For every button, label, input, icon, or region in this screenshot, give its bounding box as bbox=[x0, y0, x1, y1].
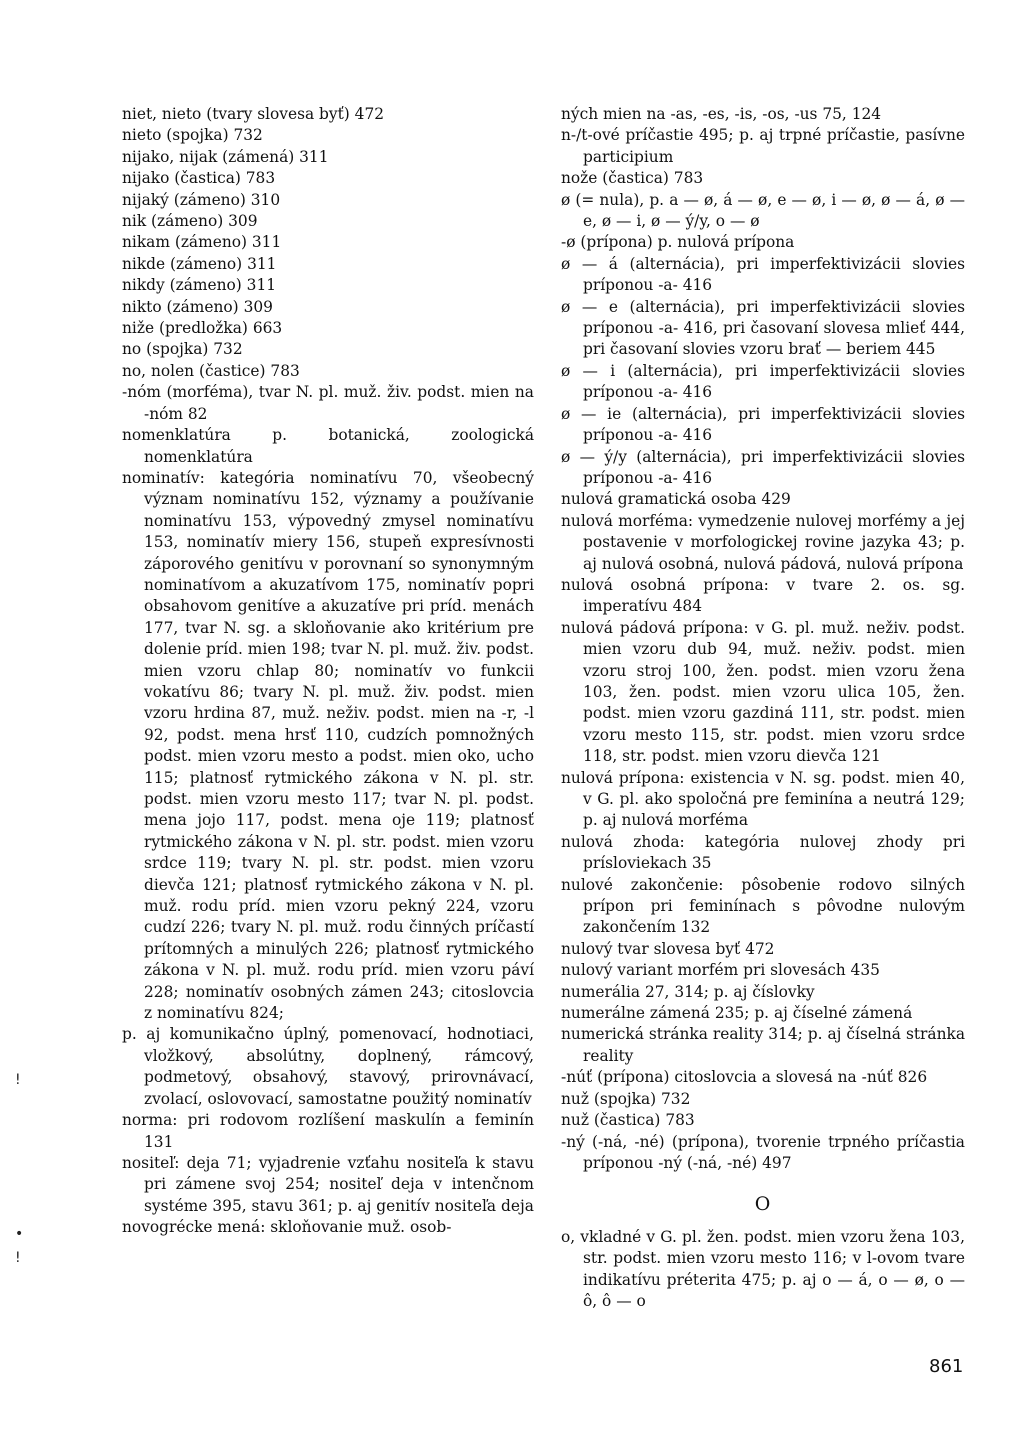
index-entry: nikto (zámeno) 309 bbox=[122, 297, 273, 316]
index-entry: nulová pádová prípona: v G. pl. muž. neživ. podst. mien vzoru dub 94, muž. neživ. podst. mien vzoru stroj 100, žen. podst. mien vzoru žena 103, žen. podst. mien vzoru ulica 105, žen. podst. mien vzoru gazdiná 111, str. podst. mien vzoru mesto 115, str. podst. mien vzoru srdce 118, str. podst. mien vzoru dievča 121 bbox=[561, 618, 965, 766]
index-entry: nikde (zámeno) 311 bbox=[122, 254, 277, 273]
index-entry: novogrécke mená: skloňovanie muž. osob- bbox=[122, 1218, 452, 1237]
index-entry: nieto (spojka) 732 bbox=[122, 126, 263, 145]
index-entry: nulová osobná prípona: v tvare 2. os. sg. imperatívu 484 bbox=[561, 575, 965, 616]
index-entry: ø — i (alternácia), pri imperfektivizácii slovies príponou -a- 416 bbox=[561, 361, 965, 402]
index-entry: nikam (zámeno) 311 bbox=[122, 233, 282, 252]
page-number: 861 bbox=[929, 1356, 964, 1377]
margin-mark: • bbox=[15, 1226, 24, 1242]
index-entry: -ný (-ná, -né) (prípona), tvorenie trpného príčastia príponou -ný (-ná, -né) 497 bbox=[561, 1132, 965, 1172]
index-entry: niže (predložka) 663 bbox=[122, 319, 283, 338]
index-entry: -núť (prípona) citoslovcia a slovesá na -núť 826 bbox=[561, 1068, 928, 1087]
index-entry: ø — ý/y (alternácia), pri imperfektivizácii slovies príponou -a- 416 bbox=[561, 447, 965, 487]
index-entry: norma: pri rodovom rozlíšení maskulín a feminín 131 bbox=[122, 1111, 534, 1151]
index-entry: numerália 27, 314; p. aj číslovky bbox=[561, 982, 815, 1001]
index-entry-nominativ: nominatív: kategória nominatívu 70, všeobecný význam nominatívu 152, významy a používanie nominatívu 153, výpovedný zmysel nominatívu 153, nominatív miery 156, stupeň expresívnosti záporového genitívu v porovnaní so synonymným nominatívom a akuzatívom 175, nominatív popri obsahovom genitíve a akuzatíve pri príd. menách 177, tvar N. sg. a skloňovanie ako kritérium pre dolenie príd. mien 198; tvar N. pl. muž. živ. podst. mien vzoru chlap 80; nominatív vo funkcii vokatívu 86; tvary N. pl. muž. živ. podst. mien vzoru hrdina 87, muž. neživ. podst. mien na -r, -l 92, podst. mena hrsť 110, cudzích pomnožných podst. mien vzoru mesto a podst. mien oko, ucho 115; platnosť rytmického zákona v N. pl. str. podst. mien vzoru mesto 117; tvar N. pl. podst. mena jojo 117, podst. mena oje 119; platnosť rytmického zákona v N. pl. str. podst. mien vzoru srdce 119; tvary N. pl. str. podst. mien vzoru dievča 121; platnosť rytmického zákona v N. pl. muž. rodu príd. mien vzoru pekný 224, vzoru cudzí 226; tvary N. pl. muž. rodu činných príčastí prítomných a minulých 226; platnosť rytmického zákona v N. pl. muž. rodu príd. mien vzoru páví 228; nominatív osobných zámen 243; citoslovcia z nominatívu 824; bbox=[122, 468, 534, 1023]
index-entry: niet, nieto (tvary slovesa byť) 472 bbox=[122, 105, 385, 123]
index-entry: nože (častica) 783 bbox=[561, 169, 704, 188]
index-entry: nijako (častica) 783 bbox=[122, 169, 276, 188]
index-entry: nulové zakončenie: pôsobenie rodovo silných prípon pri feminínach s pôvodne nulovým zakončením 132 bbox=[561, 875, 965, 937]
index-entry: nuž (častica) 783 bbox=[561, 1111, 695, 1130]
index-entry: o, vkladné v G. pl. žen. podst. mien vzoru žena 103, str. podst. mien vzoru mesto 116; v l-ovom tvare indikatívu préterita 475; p. aj o — á, o — ø, o — ô, ô — o bbox=[561, 1227, 965, 1310]
margin-mark: ! bbox=[15, 1250, 21, 1266]
index-entry: ných mien na -as, -es, -is, -os, -us 75, 124 bbox=[561, 105, 882, 123]
index-entry: nulová prípona: existencia v N. sg. podst. mien 40, v G. pl. ako spoločná pre feminína a neutrá 129; p. aj nulová morféma bbox=[561, 768, 965, 830]
right-column bbox=[561, 104, 965, 1312]
index-entry: no, nolen (častice) 783 bbox=[122, 361, 300, 380]
section-letter-heading: O bbox=[754, 1193, 772, 1216]
index-entry: -ø (prípona) p. nulová prípona bbox=[561, 233, 795, 252]
left-column bbox=[122, 104, 534, 1239]
margin-mark: ! bbox=[15, 1072, 21, 1088]
index-entry-cross-reference: p. aj komunikačno úplný, pomenovací, hodnotiaci, vložkový, absolútny, doplnený, rámcový, podmetový, obsahový, stavový, prirovnávací, zvolací, oslovovací, samostatne použitý nominatív bbox=[122, 1025, 534, 1108]
index-entry: nikdy (zámeno) 311 bbox=[122, 276, 277, 295]
index-entry: ø (= nula), p. a — ø, á — ø, e — ø, i — ø, ø — á, ø — e, ø — i, ø — ý/y, o — ø bbox=[561, 190, 965, 231]
index-entry: nulová gramatická osoba 429 bbox=[561, 490, 791, 509]
index-entry: ø — e (alternácia), pri imperfektivizácii slovies príponou -a- 416, pri časovaní slovesa mlieť 444, pri časovaní slovies vzoru brať — beriem 445 bbox=[561, 297, 965, 359]
index-entry: nomenklatúra p. botanická, zoologická nomenklatúra bbox=[122, 426, 534, 466]
index-entry: nuž (spojka) 732 bbox=[561, 1089, 691, 1108]
index-entry: nulová zhoda: kategória nulovej zhody pri prísloviekach 35 bbox=[561, 832, 965, 873]
index-entry: ø — ie (alternácia), pri imperfektivizácii slovies príponou -a- 416 bbox=[561, 404, 965, 445]
index-entry: ø — á (alternácia), pri imperfektivizácii slovies príponou -a- 416 bbox=[561, 254, 965, 295]
index-entry: nijako, nijak (zámená) 311 bbox=[122, 147, 329, 166]
index-entry: -nóm (morféma), tvar N. pl. muž. živ. podst. mien na -nóm 82 bbox=[122, 383, 534, 423]
index-entry: no (spojka) 732 bbox=[122, 340, 243, 359]
index-entry: nijaký (zámeno) 310 bbox=[122, 190, 281, 209]
index-entry: numerálne zámená 235; p. aj číselné zámená bbox=[561, 1004, 913, 1023]
index-entry: nulový variant morfém pri slovesách 435 bbox=[561, 961, 880, 980]
index-entry: numerická stránka reality 314; p. aj číselná stránka reality bbox=[561, 1025, 965, 1065]
index-entry: nositeľ: deja 71; vyjadrenie vzťahu nositeľa k stavu pri zámene svoj 254; nositeľ deja v intenčnom systéme 395, stavu 361; p. aj genitív nositeľa deja bbox=[122, 1153, 534, 1215]
index-entry: nulová morféma: vymedzenie nulovej morfémy a jej postavenie v morfologickej rovine jazyka 43; p. aj nulová osobná, nulová pádová, nulová prípona bbox=[561, 511, 965, 573]
index-entry: nik (zámeno) 309 bbox=[122, 212, 258, 231]
index-entry: nulový tvar slovesa byť 472 bbox=[561, 939, 775, 958]
index-entry: n-/t-ové príčastie 495; p. aj trpné príčastie, pasívne participium bbox=[561, 126, 965, 166]
